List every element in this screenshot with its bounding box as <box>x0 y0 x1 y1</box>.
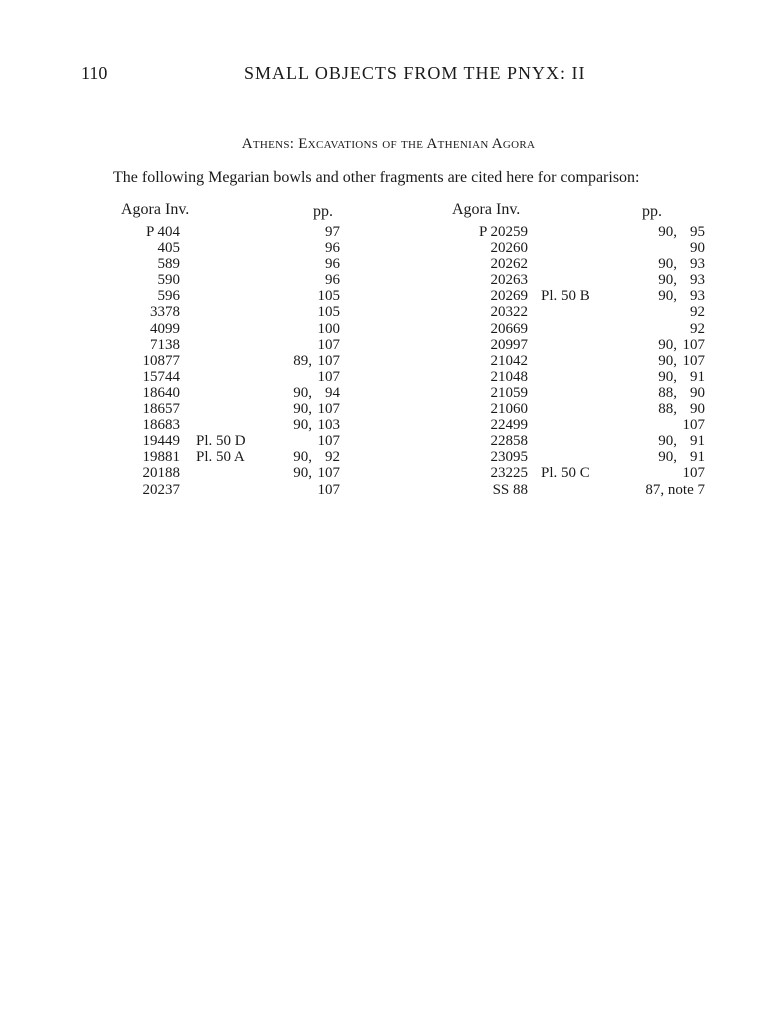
entry-row <box>100 433 340 449</box>
page-references <box>286 401 340 417</box>
entry-row <box>100 353 340 369</box>
page-reference-second: 96 <box>325 240 340 257</box>
page-reference-second: 95 <box>690 224 705 240</box>
inventory-number: 589 <box>157 256 180 273</box>
page-reference-second: 93 <box>690 256 705 273</box>
page-reference-first <box>651 321 677 337</box>
page-reference-first: 90, <box>658 272 677 289</box>
plate-reference: Pl. 50 D <box>196 433 246 450</box>
entry-row <box>440 240 705 256</box>
page-reference-second: 107 <box>682 465 705 482</box>
page-references <box>286 321 340 337</box>
inventory-number: SS 88 <box>492 481 528 498</box>
entry-row <box>440 465 705 481</box>
inventory-number: 18683 <box>142 417 180 434</box>
inventory-number: 21048 <box>490 368 528 385</box>
right-pp-header: pp. <box>642 203 662 220</box>
page-reference-first: 90, <box>658 368 677 385</box>
inventory-number: 21060 <box>490 401 528 418</box>
page-reference-first: 88, <box>658 384 677 401</box>
page-reference-second: 105 <box>317 304 340 321</box>
page-reference-first <box>651 304 677 320</box>
page-reference-second: 90 <box>690 384 705 401</box>
page-references <box>286 465 340 481</box>
page-reference-second: 92 <box>690 320 705 337</box>
page-reference-second: 107 <box>317 368 340 385</box>
entry-row <box>440 272 705 288</box>
page-reference-first: 90, <box>658 256 677 273</box>
entry-row <box>440 353 705 369</box>
page-references <box>286 224 340 240</box>
page-references <box>651 272 705 288</box>
entry-row <box>100 401 340 417</box>
inventory-number: 4099 <box>150 320 180 337</box>
page-references <box>286 433 340 449</box>
page-references <box>286 272 340 288</box>
entry-row <box>100 240 340 256</box>
page-reference-first: 89, <box>293 352 312 369</box>
entry-row <box>440 337 705 353</box>
inventory-number: 20262 <box>490 256 528 273</box>
page-reference-first <box>286 433 312 449</box>
page-reference-second: 96 <box>325 256 340 273</box>
page-reference-first <box>286 240 312 256</box>
page-references <box>286 369 340 385</box>
page-references <box>286 385 340 401</box>
page-reference-first: 90, <box>293 449 312 466</box>
page-reference-first <box>286 321 312 337</box>
plate-reference: Pl. 50 C <box>541 465 590 482</box>
entry-row <box>440 482 705 498</box>
page-reference-text: 87, note 7 <box>645 481 705 498</box>
entry-row <box>100 224 340 240</box>
entry-row <box>440 224 705 240</box>
plate-reference: Pl. 50 B <box>541 288 590 305</box>
inventory-number: 20260 <box>490 240 528 257</box>
entry-row <box>100 465 340 481</box>
page-references <box>651 288 705 304</box>
page-reference-first <box>286 288 312 304</box>
page-reference-second: 107 <box>317 433 340 450</box>
entry-row <box>440 385 705 401</box>
page-reference-second: 97 <box>325 224 340 240</box>
page-reference-first: 90, <box>658 288 677 305</box>
entry-row <box>100 385 340 401</box>
inventory-number: 23225 <box>490 465 528 482</box>
page-reference-second: 92 <box>690 304 705 321</box>
right-entry-list <box>440 224 705 498</box>
page-reference-first <box>286 369 312 385</box>
entry-row <box>440 401 705 417</box>
page-reference-second: 107 <box>317 336 340 353</box>
page-reference-first <box>286 272 312 288</box>
page-references <box>286 337 340 353</box>
page-reference-first: 90, <box>293 384 312 401</box>
entry-row <box>440 321 705 337</box>
inventory-number: 7138 <box>150 336 180 353</box>
page-references <box>651 401 705 417</box>
inventory-number: 18657 <box>142 401 180 418</box>
page-references <box>286 240 340 256</box>
inventory-number: 10877 <box>142 352 180 369</box>
page-reference-first <box>651 417 677 433</box>
page-references <box>651 224 705 240</box>
inventory-number: 3378 <box>150 304 180 321</box>
page-reference-second: 107 <box>682 417 705 434</box>
page-reference-first: 90, <box>658 433 677 450</box>
page-reference-first <box>286 256 312 272</box>
inventory-number: 590 <box>157 272 180 289</box>
entry-row <box>100 369 340 385</box>
page-references <box>651 353 705 369</box>
inventory-number: 21059 <box>490 384 528 401</box>
inventory-number: 405 <box>157 240 180 257</box>
inventory-number: 20669 <box>490 320 528 337</box>
page-reference-second: 90 <box>690 240 705 257</box>
page-reference-second: 107 <box>317 465 340 482</box>
page-reference-second: 107 <box>317 481 340 498</box>
page-reference-second: 107 <box>317 352 340 369</box>
left-inv-header: Agora Inv. <box>121 201 190 218</box>
inventory-number: 20237 <box>142 481 180 498</box>
inventory-number: 20188 <box>142 465 180 482</box>
page-reference-first <box>651 240 677 256</box>
page-reference-second: 105 <box>317 288 340 305</box>
page-reference-first: 90, <box>658 224 677 240</box>
page-reference-second: 107 <box>317 401 340 418</box>
page-references <box>651 256 705 272</box>
page-reference-second: 90 <box>690 401 705 418</box>
entry-row <box>100 321 340 337</box>
page-references <box>286 482 340 498</box>
page-references <box>286 449 340 465</box>
page-number: 110 <box>81 63 108 83</box>
inventory-number: P 404 <box>145 224 180 240</box>
entry-row <box>440 433 705 449</box>
page-references <box>286 256 340 272</box>
page-reference-first: 90, <box>293 417 312 434</box>
inventory-number: 20269 <box>490 288 528 305</box>
inventory-number: 21042 <box>490 352 528 369</box>
page-references <box>286 304 340 320</box>
page-reference-first: 90, <box>658 449 677 466</box>
page-reference-second: 91 <box>690 368 705 385</box>
page-reference-second: 100 <box>317 320 340 337</box>
inventory-number: 20322 <box>490 304 528 321</box>
page-references <box>651 417 705 433</box>
page-reference-first <box>286 224 312 240</box>
intro-text: The following Megarian bowls and other fragments are cited here for comparison: <box>113 169 640 186</box>
page-references <box>651 465 705 481</box>
page-references <box>651 449 705 465</box>
inventory-number: P 20259 <box>478 224 528 240</box>
inventory-number: 22499 <box>490 417 528 434</box>
page-reference-second: 93 <box>690 288 705 305</box>
entry-row <box>440 304 705 320</box>
entry-row <box>100 256 340 272</box>
page-references <box>651 304 705 320</box>
inventory-number: 18640 <box>142 384 180 401</box>
inventory-number: 15744 <box>142 368 180 385</box>
page-reference-second: 103 <box>317 417 340 434</box>
page-references <box>286 288 340 304</box>
page-references <box>651 240 705 256</box>
page-references <box>651 321 705 337</box>
page-reference-first: 90, <box>658 352 677 369</box>
inventory-number: 19449 <box>142 433 180 450</box>
page-reference-first: 90, <box>293 401 312 418</box>
page-references <box>286 353 340 369</box>
page-reference-first <box>651 465 677 481</box>
inventory-number: 20997 <box>490 336 528 353</box>
inventory-number: 23095 <box>490 449 528 466</box>
page-reference-first <box>286 304 312 320</box>
page-reference-first: 90, <box>293 465 312 482</box>
entry-row <box>440 369 705 385</box>
inventory-number: 20263 <box>490 272 528 289</box>
left-entry-list <box>100 224 340 498</box>
section-title: Athens: Excavations of the Athenian Agora <box>241 136 536 152</box>
page-reference-second: 96 <box>325 272 340 289</box>
page-references <box>651 369 705 385</box>
right-inv-header: Agora Inv. <box>452 201 521 218</box>
page-reference-second: 107 <box>682 336 705 353</box>
page-reference-second: 93 <box>690 272 705 289</box>
page-reference-second: 92 <box>325 449 340 466</box>
entry-row <box>100 482 340 498</box>
inventory-number: 19881 <box>142 449 180 466</box>
page-reference-first <box>286 337 312 353</box>
plate-reference: Pl. 50 A <box>196 449 245 466</box>
entry-row <box>100 288 340 304</box>
entry-row <box>100 449 340 465</box>
entry-row <box>100 417 340 433</box>
left-pp-header: pp. <box>313 203 333 220</box>
running-title: SMALL OBJECTS FROM THE PNYX: II <box>244 63 586 83</box>
page-references <box>645 482 705 498</box>
entry-row <box>100 304 340 320</box>
entry-row <box>440 417 705 433</box>
page-references <box>651 385 705 401</box>
page-references <box>651 337 705 353</box>
page-references <box>651 433 705 449</box>
page-reference-second: 107 <box>682 352 705 369</box>
page-reference-second: 91 <box>690 449 705 466</box>
page-references <box>286 417 340 433</box>
page-reference-second: 91 <box>690 433 705 450</box>
entry-row <box>100 337 340 353</box>
page-reference-first <box>286 482 312 498</box>
entry-row <box>440 256 705 272</box>
entry-row <box>100 272 340 288</box>
entry-row <box>440 288 705 304</box>
inventory-number: 22858 <box>490 433 528 450</box>
entry-row <box>440 449 705 465</box>
inventory-number: 596 <box>157 288 180 305</box>
page-reference-first: 88, <box>658 401 677 418</box>
page-reference-second: 94 <box>325 384 340 401</box>
page-reference-first: 90, <box>658 336 677 353</box>
